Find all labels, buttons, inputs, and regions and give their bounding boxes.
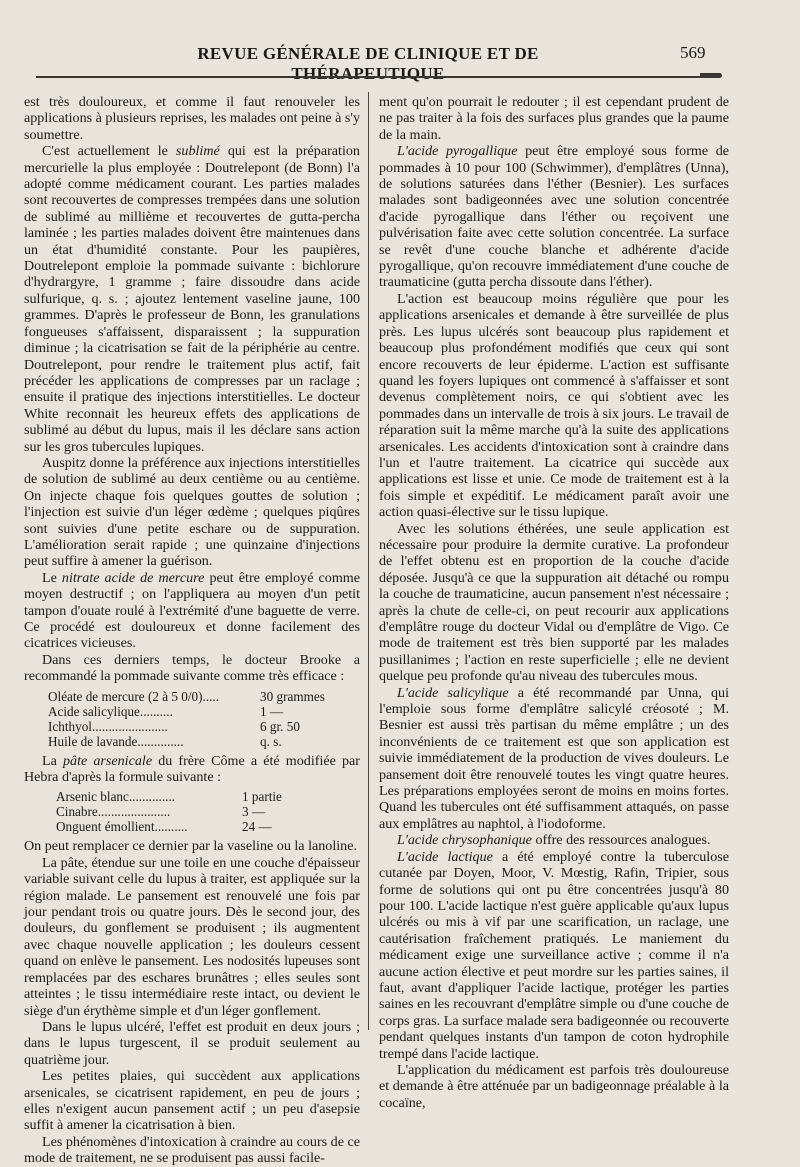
quantity: 30 grammes bbox=[260, 688, 325, 704]
text-run: offre des ressources analogues. bbox=[531, 832, 711, 849]
paragraph bbox=[379, 849, 729, 1062]
paragraph: Dans ces derniers temps, le docteur Brooke a recommandé la pommade suivante comme très efficace : bbox=[24, 651, 360, 685]
paragraph: On peut remplacer ce dernier par la vaseline ou la lanoline. bbox=[24, 838, 358, 855]
ingredient: Huile de lavande bbox=[48, 733, 138, 749]
left-column bbox=[24, 94, 360, 1167]
text-run: a été employé contre la tuberculose cutanée par Doyen, Moor, V. Mœstig, Rafin, Tripier, sous forme de solutions qui ont pu être concentrées jusqu'à 80 pour 100. L'acide lactique n'est guère applicable qu'aux lupus ulcérés ou mis à vif par une scarification, un raclage, une cautérisation fraîchement pratiqués. Le maniement du médicament exige une surveillance active ; comme il n'a aucune action élective et peut mordre sur les parties saines, il faut, avant d'appliquer l'acide lactique, protéger les parties saines en les recouvrant d'emplâtre simple ou d'une couche de corps gras. La surface malade sera badigeonnée ou recouverte pendant quelques instants d'un tampon de coton hydrophile trempé dans l'acide lactique. bbox=[379, 848, 730, 1062]
paragraph: Auspitz donne la préférence aux injections interstitielles de solution de sublimé au deux centième ou au centième. On injecte chaque fois quelques gouttes de solution ; l'injection est suivie d'un léger œdème ; quelques piqûres sont suivies d'une petite eschare ou de suppuration. L'amélioration serait rapide ; une quinzaine d'injections peut suffire à amener la guérison. bbox=[24, 454, 360, 570]
text-run: C'est actuellement le bbox=[42, 143, 176, 160]
journal-title: REVUE GÉNÉRALE DE CLINIQUE ET DE THÉRAPEUTIQUE bbox=[197, 44, 539, 83]
quantity: q. s. bbox=[260, 733, 282, 749]
paragraph: Avec les solutions éthérées, une seule application est nécessaire pour produire la dermite curative. La profondeur de l'effet obtenu est en proportion de la couche d'acide déposée. Jusqu'à ce que la suppuration ait détaché ou rompu la couche de traumaticine, aucun pansement n'est nécessaire ; après la chute de celle-ci, on peut recourir aux applications d'emplâtre rouge du docteur Vidal ou d'emplâtre de Vigo. Ce mode de traitement est très bien supporté par les malades pusillanimes ; l'action en reste superficielle ; elle ne devient quelque peu profonde qu'au niveau des tubercules mous. bbox=[379, 520, 729, 685]
italic-term: L'acide lactique bbox=[397, 848, 493, 865]
text-run: Le bbox=[42, 569, 62, 586]
column-divider bbox=[368, 92, 369, 1030]
ingredient: Ichthyol bbox=[48, 718, 92, 734]
leader-dots: .............. bbox=[128, 789, 176, 805]
ingredient: Onguent émollient bbox=[56, 819, 155, 835]
paragraph: Les phénomènes d'intoxication à craindre au cours de ce mode de traitement, ne se produisent pas aussi facile- bbox=[24, 1133, 360, 1167]
formula-row bbox=[48, 689, 348, 704]
paragraph: Les petites plaies, qui succèdent aux applications arsenicales, se cicatrisent rapidement, en peu de jours ; elles n'exigent aucun pansement actif ; un peu d'asepsie suffit à amener la cicatrisation à bien. bbox=[24, 1068, 360, 1134]
italic-term: L'acide pyrogallique bbox=[397, 143, 518, 160]
text-run: a été recommandé par Unna, qui l'emploie sous forme d'emplâtre salicylé créosoté ; M. Besnier est aussi très partisan du même emplâtre ; un des inconvénients de ce traitement est que son application est suivie immédiatement de la production de vives douleurs. Le pansement doit être renouvelé toutes les vingt quatre heures. Les préparations employées seront de moins en moins fortes. Quand les tubercules ont été suffisamment attaqués, on passe aux emplâtres au naphtol, à l'iodoforme. bbox=[379, 684, 729, 832]
formula-row bbox=[48, 719, 348, 734]
quantity: 1 partie bbox=[242, 789, 282, 805]
formula-row bbox=[56, 789, 312, 804]
text-run: peut être employé comme moyen destructif ; on l'appliquera au moyen d'un petit tampon d'ouate roulé à l'extrémité d'une baguette de verre. Ce procédé est douloureux et donne facilement des cicatrices vicieuses. bbox=[24, 569, 361, 652]
leader-dots: .......... bbox=[139, 703, 173, 719]
text-run: du frère Côme a été modifiée par Hebra d'après la formule suivante : bbox=[24, 752, 360, 786]
text-run: qui est la préparation mercurielle la plus employée : Doutrelepont (de Bonn) l'a adopté comme médicament courant. Les parties malades sont recouvertes de compresses trempées dans une solution de sublimé au millième et recouvertes de gutta-percha laminée ; les parties malades doivent être maintenues dans un état d'humidité constante. Pour les paupières, Doutrelepont emploie la pommade suivante : bichlorure d'hydrargyre, 1 gramme ; faire dissoudre dans acide sulfurique, q. s. ; ajoutez lentement vaseline jaune, 100 grammes. D'après le professeur de Bonn, les granulations fongueuses s'affaissent, disparaissent ; la suppuration diminue ; la cicatrisation se fait de la périphérie au centre. Doutrelepont, pour rendre le traitement plus actif, fait précéder les applications de compresses par un raclage ; ensuite il pratique des injections interstitielles. Le docteur White reconnait les heureux effets des applications de sublimé au début du lupus, mais il les déclare sans action sur les gros tubercules lupiques. bbox=[24, 143, 360, 455]
ingredient: Cinabre bbox=[56, 804, 98, 820]
formula-row bbox=[48, 704, 348, 719]
leader-dots: ...................... bbox=[97, 804, 171, 820]
formula-brooke bbox=[48, 689, 360, 749]
paragraph bbox=[379, 832, 729, 848]
paragraph bbox=[24, 753, 360, 786]
paragraph bbox=[379, 685, 729, 833]
paragraph: est très douloureux, et comme il faut renouveler les applications à plusieurs reprises, les malades ont peine à s'y soumettre. bbox=[24, 94, 360, 143]
quantity: 6 gr. 50 bbox=[260, 718, 300, 734]
text-run: La bbox=[42, 752, 63, 769]
formula-hebra bbox=[56, 789, 360, 834]
paragraph bbox=[24, 143, 360, 455]
paragraph bbox=[379, 143, 729, 291]
leader-dots: ..... bbox=[202, 688, 219, 704]
header-rule bbox=[36, 76, 720, 78]
italic-term: nitrate acide de mercure bbox=[61, 569, 205, 586]
ingredient: Oléate de mercure (2 à 5 0/0) bbox=[48, 688, 203, 704]
paragraph bbox=[24, 570, 360, 652]
leader-dots: .............. bbox=[137, 733, 184, 749]
italic-term: sublimé bbox=[175, 143, 220, 160]
text-run: peut être employé sous forme de pommades à 10 pour 100 (Schwimmer), d'emplâtres (Unna), de solutions saturées dans l'éther (Besnier). Les surfaces malades sont badigeonnées avec une solution concentrée d'acide pyrogallique dans l'éther ou reçoivent une pulvérisation faite avec cette solution concentrée. La surface se revêt d'une couche blanche et adhérente d'acide pyrogallique, qu'on recouvre immédiatement d'une couche de traumaticine (gutta percha dissoute dans l'éther). bbox=[379, 143, 729, 291]
leader-dots: ....................... bbox=[91, 718, 168, 734]
right-column bbox=[379, 94, 729, 1111]
paragraph: L'action est beaucoup moins régulière que pour les applications arsenicales et demande à être surveillée de plus près. Les lupus ulcérés sont beaucoup plus rapidement et beaucoup plus profondément modifiés que ceux qui sont encore recouverts de leur épiderme. L'action est suffisante quand les foyers lupiques ont commencé à s'affaisser et sont devenus complètement noirs, ce qui s'obtient avec les pommades dans un intervalle de trois à six jours. Le travail de réparation suit la même marche qu'à la suite des applications arsenicales. Les accidents d'intoxication sont à craindre dans l'un et l'autre traitement. La cicatrice qui succède aux applications est lisse et unie. Ce mode de traitement est à la fois simple et expéditif. Le médicament paraît avoir une action quasi-élective sur le tissu lupique. bbox=[379, 290, 729, 521]
formula-row bbox=[48, 734, 348, 749]
page-number: 569 bbox=[680, 43, 706, 62]
ingredient: Arsenic blanc bbox=[56, 789, 129, 805]
formula-row bbox=[56, 804, 312, 819]
paragraph: Dans le lupus ulcéré, l'effet est produit en deux jours ; dans le lupus turgescent, il se produit seulement au quatrième jour. bbox=[24, 1018, 360, 1068]
ingredient: Acide salicylique bbox=[48, 703, 140, 719]
italic-term: L'acide chrysophanique bbox=[397, 832, 532, 849]
paragraph: ment qu'on pourrait le redouter ; il est cependant prudent de ne pas traiter à la fois des surfaces plus grandes que la paume de la main. bbox=[379, 94, 729, 143]
leader-dots: .......... bbox=[154, 819, 188, 835]
quantity: 1 — bbox=[260, 703, 284, 719]
header-rule-flourish bbox=[700, 73, 722, 78]
italic-term: L'acide salicylique bbox=[397, 684, 509, 701]
quantity: 24 — bbox=[242, 819, 272, 835]
quantity: 3 — bbox=[242, 804, 266, 820]
italic-term: pâte arsenicale bbox=[62, 752, 153, 769]
formula-row bbox=[56, 819, 312, 834]
paragraph: La pâte, étendue sur une toile en une couche d'épaisseur variable suivant celle du lupus à traiter, est appliquée sur la région malade. Le pansement est renouvelé une fois par jour pendant trois ou quatre jours. Dès le second jour, des douleurs, du gonflement se produisent ; ils augmentent avec chaque nouvelle application ; les douleurs cessent quand on enlève le pansement. Les nodosités lupeuses sont remplacées par des eschares brunâtres ; elles seules sont atteintes ; le tissu intermédiaire reste intact, ou devient le siège d'un érythème simple et d'un léger gonflement. bbox=[24, 854, 360, 1019]
running-header bbox=[0, 40, 800, 83]
paragraph: L'application du médicament est parfois très douloureuse et demande à être atténuée par un badigeonnage préalable à la cocaïne, bbox=[379, 1061, 729, 1111]
